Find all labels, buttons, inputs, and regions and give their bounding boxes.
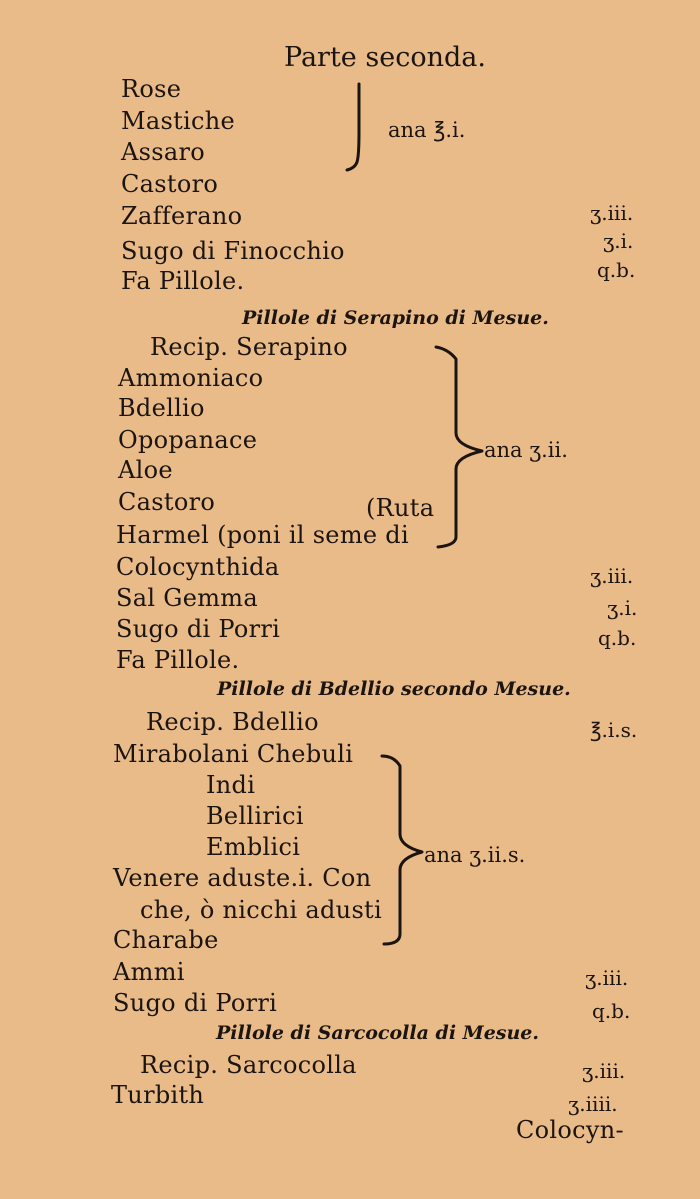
- group-dose: ana ʒ.ii.s.: [424, 843, 526, 867]
- ingredient: Recip. Bdellio: [146, 708, 319, 736]
- ingredient: Mirabolani Chebuli: [113, 740, 354, 768]
- ingredient: Opopanace: [118, 426, 258, 454]
- ingredient: Harmel (poni il seme di: [116, 521, 409, 549]
- running-head: Parte seconda.: [284, 42, 486, 73]
- ingredient: Indi: [206, 771, 256, 799]
- ingredient: Recip. Serapino: [150, 333, 348, 361]
- dose: ʒ.i.: [603, 229, 634, 253]
- ingredient: Turbith: [111, 1081, 205, 1109]
- ingredient: Charabe: [113, 926, 219, 954]
- ingredient: Sugo di Porri: [116, 615, 281, 643]
- dose: q.b.: [598, 626, 637, 650]
- ingredient: Sugo di Finocchio: [121, 237, 345, 265]
- ingredient: Mastiche: [121, 107, 236, 135]
- brace: [430, 345, 490, 553]
- ingredient: Sugo di Porri: [113, 989, 278, 1017]
- ingredient: che, ò nicchi adusti: [140, 896, 382, 924]
- ingredient: Assaro: [121, 138, 205, 166]
- brace: [345, 82, 365, 174]
- ingredient: Sal Gemma: [116, 584, 258, 612]
- catchword: Colocyn-: [516, 1116, 624, 1144]
- recipe-heading: Pillole di Bdellio secondo Mesue.: [217, 678, 571, 700]
- ingredient: Emblici: [206, 833, 301, 861]
- dose: ʒ.iii.: [590, 201, 634, 225]
- brace: [378, 752, 428, 948]
- ingredient: Fa Pillole.: [121, 267, 245, 295]
- group-dose: ana ℥.i.: [388, 118, 466, 142]
- ingredient: Venere aduste.i. Con: [113, 864, 372, 892]
- ingredient: Rose: [121, 75, 182, 103]
- dose: ʒ.iii.: [585, 966, 629, 990]
- dose: ℥.i.s.: [590, 718, 638, 742]
- ingredient: Ammi: [113, 958, 185, 986]
- ingredient: Castoro: [118, 488, 216, 516]
- dose: ʒ.iiii.: [568, 1092, 618, 1116]
- dose: ʒ.i.: [607, 596, 638, 620]
- dose: q.b.: [592, 999, 631, 1023]
- dose: q.b.: [597, 258, 636, 282]
- ingredient: Bellirici: [206, 802, 304, 830]
- dose: ʒ.iii.: [590, 564, 634, 588]
- recipe-heading: Pillole di Serapino di Mesue.: [242, 307, 549, 329]
- ingredient: Aloe: [118, 456, 173, 484]
- ingredient: Colocynthida: [116, 553, 280, 581]
- group-dose: ana ʒ.ii.: [484, 438, 568, 462]
- dose: ʒ.iii.: [582, 1059, 626, 1083]
- ingredient: Zafferano: [121, 202, 243, 230]
- ingredient: Bdellio: [118, 394, 205, 422]
- recipe-heading: Pillole di Sarcocolla di Mesue.: [216, 1022, 539, 1044]
- ingredient-note: (Ruta: [366, 494, 435, 522]
- ingredient: Fa Pillole.: [116, 646, 240, 674]
- ingredient: Castoro: [121, 170, 219, 198]
- ingredient: Ammoniaco: [118, 364, 264, 392]
- ingredient: Recip. Sarcocolla: [140, 1051, 357, 1079]
